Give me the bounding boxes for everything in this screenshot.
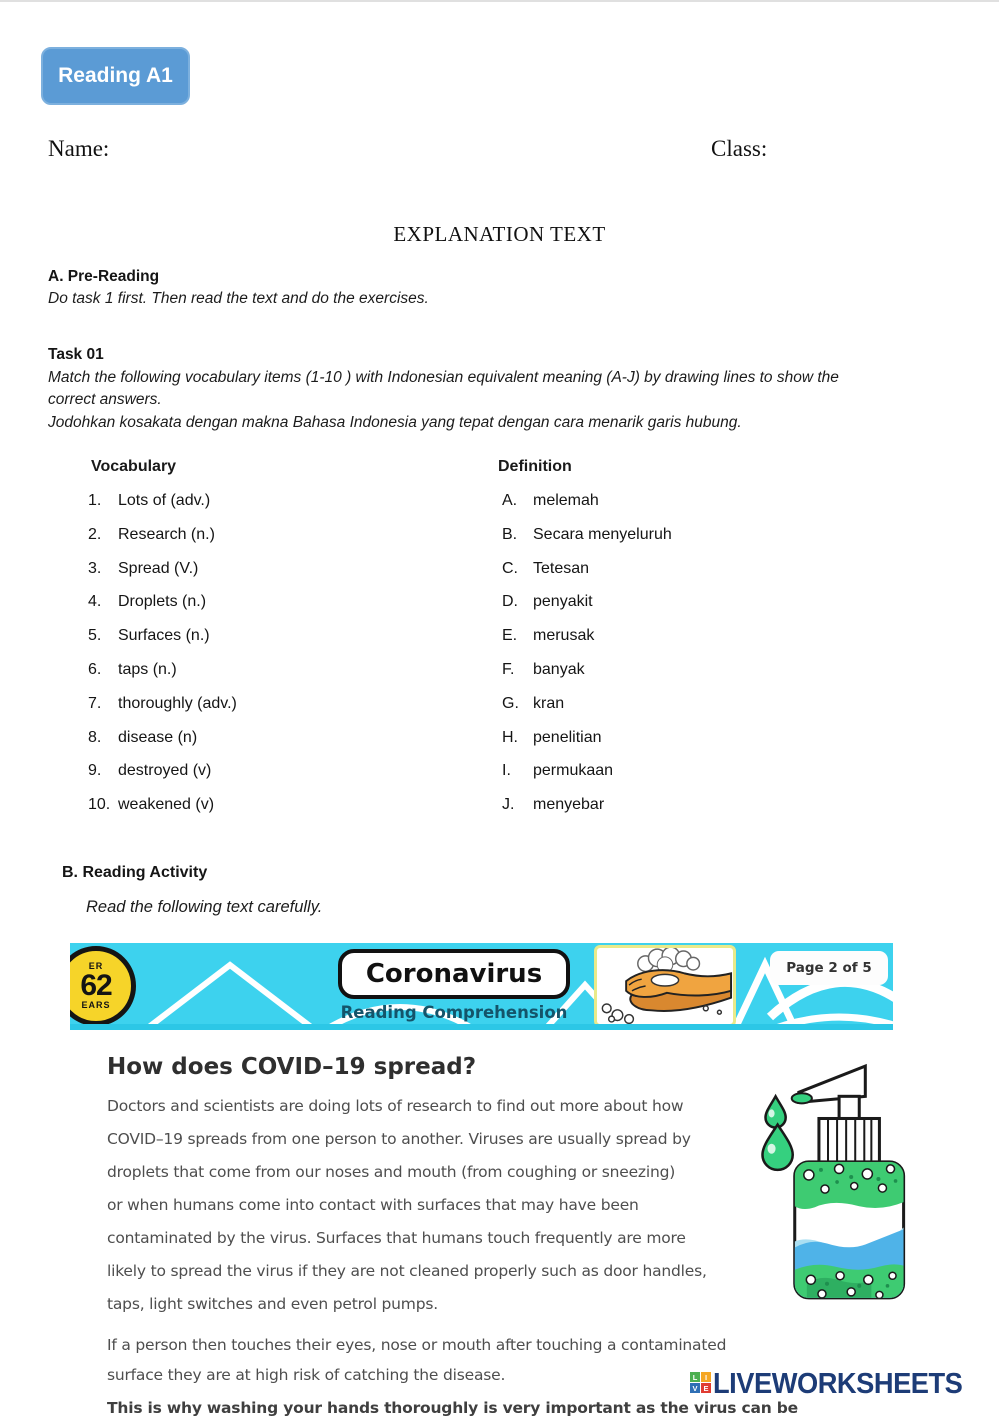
vocab-item-number: 7.: [88, 694, 102, 712]
definition-item-text: Tetesan: [533, 559, 590, 577]
vocab-item-number: 4.: [88, 593, 102, 611]
vocab-item-6[interactable]: [88, 661, 237, 695]
vocab-item-10[interactable]: [88, 796, 237, 830]
definition-item-g[interactable]: [502, 695, 672, 729]
section-b-heading: B. Reading Activity: [62, 864, 208, 881]
vocab-item-4[interactable]: [88, 593, 237, 627]
washing-hands-image-box: [594, 945, 736, 1027]
coronavirus-banner: [70, 943, 893, 1030]
vocab-item-text: disease (n): [118, 728, 198, 746]
reading-heading: How does COVID–19 spread?: [107, 1054, 477, 1080]
section-a-instruction: Do task 1 first. Then read the text and do the exercises.: [48, 290, 429, 307]
vocab-item-text: Research (n.): [118, 525, 215, 543]
definition-item-text: Secara menyeluruh: [533, 525, 672, 543]
definition-item-letter: B.: [502, 525, 518, 543]
vocab-item-7[interactable]: [88, 695, 237, 729]
vocab-item-number: 6.: [88, 660, 102, 678]
vocab-item-number: 3.: [88, 559, 102, 577]
definition-item-letter: H.: [502, 728, 518, 746]
logo-tile-l: L: [690, 1372, 700, 1382]
definition-item-letter: E.: [502, 627, 518, 645]
sanitizer-bottle-icon: [746, 1056, 908, 1308]
banner-title-box: [338, 949, 570, 999]
vocab-item-number: 1.: [88, 492, 102, 509]
task-instruction-en-line2: correct answers.: [48, 391, 162, 408]
vocab-item-text: Droplets (n.): [118, 593, 207, 611]
logo-tile-e: E: [701, 1383, 711, 1393]
page-title: EXPLANATION TEXT: [393, 222, 606, 246]
page-number-label: Page 2 of 5: [786, 960, 872, 976]
vocab-item-text: taps (n.): [118, 660, 177, 678]
vocab-item-text: Spread (V.): [118, 559, 199, 577]
vocab-item-2[interactable]: [88, 526, 237, 560]
definition-item-letter: J.: [502, 796, 515, 814]
reading-line: surface they are at high risk of catching the disease.: [107, 1366, 506, 1384]
definition-item-text: merusak: [533, 627, 595, 645]
liveworksheets-logo-text[interactable]: LIVEWORKSHEETS: [713, 1368, 963, 1400]
drop-icon: [766, 1096, 786, 1127]
definition-item-letter: F.: [502, 660, 515, 678]
reading-line: likely to spread the virus if they are not cleaned properly such as door handles,: [107, 1262, 707, 1280]
vocab-item-text: thoroughly (adv.): [118, 694, 237, 712]
years-badge-bottom-text: EARS: [81, 1000, 111, 1010]
definition-item-b[interactable]: [502, 526, 672, 560]
definition-column-header: Definition: [498, 458, 572, 475]
definition-item-letter: C.: [502, 559, 518, 577]
vocab-item-number: 8.: [88, 728, 102, 746]
definition-item-j[interactable]: [502, 796, 672, 830]
vocab-item-number: 10.: [88, 796, 111, 814]
vocabulary-column-header: Vocabulary: [91, 458, 177, 475]
vocab-item-text: weakened (v): [118, 796, 215, 814]
page-number-tab: [770, 951, 888, 985]
vocab-item-5[interactable]: [88, 627, 237, 661]
definition-item-e[interactable]: [502, 627, 672, 661]
definition-item-d[interactable]: [502, 593, 672, 627]
page-top-edge: [0, 0, 999, 2]
vocab-item-text: Surfaces (n.): [118, 627, 210, 645]
vocab-item-1[interactable]: [88, 492, 237, 526]
definition-item-text: melemah: [533, 492, 599, 509]
section-a-heading: A. Pre-Reading: [48, 268, 160, 285]
banner-bottom-strip: [70, 1024, 893, 1030]
reading-line: Doctors and scientists are doing lots of research to find out more about how: [107, 1097, 684, 1115]
vocab-item-text: destroyed (v): [118, 762, 212, 780]
class-field-label: Class:: [711, 136, 768, 161]
washing-hands-icon: [597, 948, 733, 1024]
vocab-item-number: 9.: [88, 762, 102, 780]
definition-item-text: permukaan: [533, 762, 614, 780]
reading-line: If a person then touches their eyes, nose or mouth after touching a contaminated: [107, 1336, 727, 1354]
definition-item-text: penelitian: [533, 728, 602, 746]
reading-level-badge: [41, 47, 190, 105]
vocab-item-3[interactable]: [88, 560, 237, 594]
definition-item-text: banyak: [533, 660, 585, 678]
definition-item-letter: I.: [502, 762, 511, 780]
task-instruction-id: Jodohkan kosakata dengan makna Bahasa Indonesia yang tepat dengan cara menarik garis hubung.: [48, 414, 742, 431]
vocab-item-number: 5.: [88, 627, 102, 645]
reading-line: COVID–19 spreads from one person to another. Viruses are usually spread by: [107, 1130, 691, 1148]
logo-tile-i: I: [701, 1372, 711, 1382]
drop-icon: [762, 1125, 792, 1170]
reading-line: contaminated by the virus. Surfaces that humans touch frequently are more: [107, 1229, 686, 1247]
task-instruction-en-line1: Match the following vocabulary items (1-10 ) with Indonesian equivalent meaning (A-J) by drawing lines to show the: [48, 369, 839, 386]
vocab-item-text: Lots of (adv.): [118, 492, 211, 509]
vocab-item-8[interactable]: [88, 729, 237, 763]
banner-title: Coronavirus: [365, 959, 543, 989]
vocab-item-9[interactable]: [88, 762, 237, 796]
years-badge-number: 62: [80, 969, 112, 1002]
vocab-item-number: 2.: [88, 525, 102, 543]
definition-item-h[interactable]: [502, 729, 672, 763]
definition-item-c[interactable]: [502, 560, 672, 594]
liveworksheets-logo-icon[interactable]: [690, 1372, 711, 1393]
section-b-instruction: Read the following text carefully.: [86, 898, 323, 916]
logo-tile-v: V: [690, 1383, 700, 1393]
reading-line: droplets that come from our noses and mouth (from coughing or sneezing): [107, 1163, 676, 1181]
definition-list: [502, 492, 672, 830]
reading-line: or when humans come into contact with surfaces that may have been: [107, 1196, 639, 1214]
years-badge-top-text: ER: [88, 961, 104, 971]
definition-item-text: menyebar: [533, 796, 605, 814]
task-heading: Task 01: [48, 346, 104, 363]
definition-item-i[interactable]: [502, 762, 672, 796]
reading-line: taps, light switches and even petrol pumps.: [107, 1295, 438, 1313]
definition-item-letter: G.: [502, 694, 519, 712]
definition-item-f[interactable]: [502, 661, 672, 695]
reading-bold-line: This is why washing your hands thoroughly is very important as the virus can be: [107, 1399, 798, 1417]
vocabulary-list: [88, 492, 237, 830]
definition-item-letter: A.: [502, 492, 518, 509]
definition-item-text: penyakit: [533, 593, 593, 611]
definition-item-a[interactable]: [502, 492, 672, 526]
definition-item-text: kran: [533, 694, 565, 712]
name-field-label: Name:: [48, 136, 110, 161]
definition-item-letter: D.: [502, 593, 518, 611]
banner-subtitle: Reading Comprehension: [340, 1003, 568, 1022]
reading-level-badge-label: Reading A1: [58, 64, 173, 87]
